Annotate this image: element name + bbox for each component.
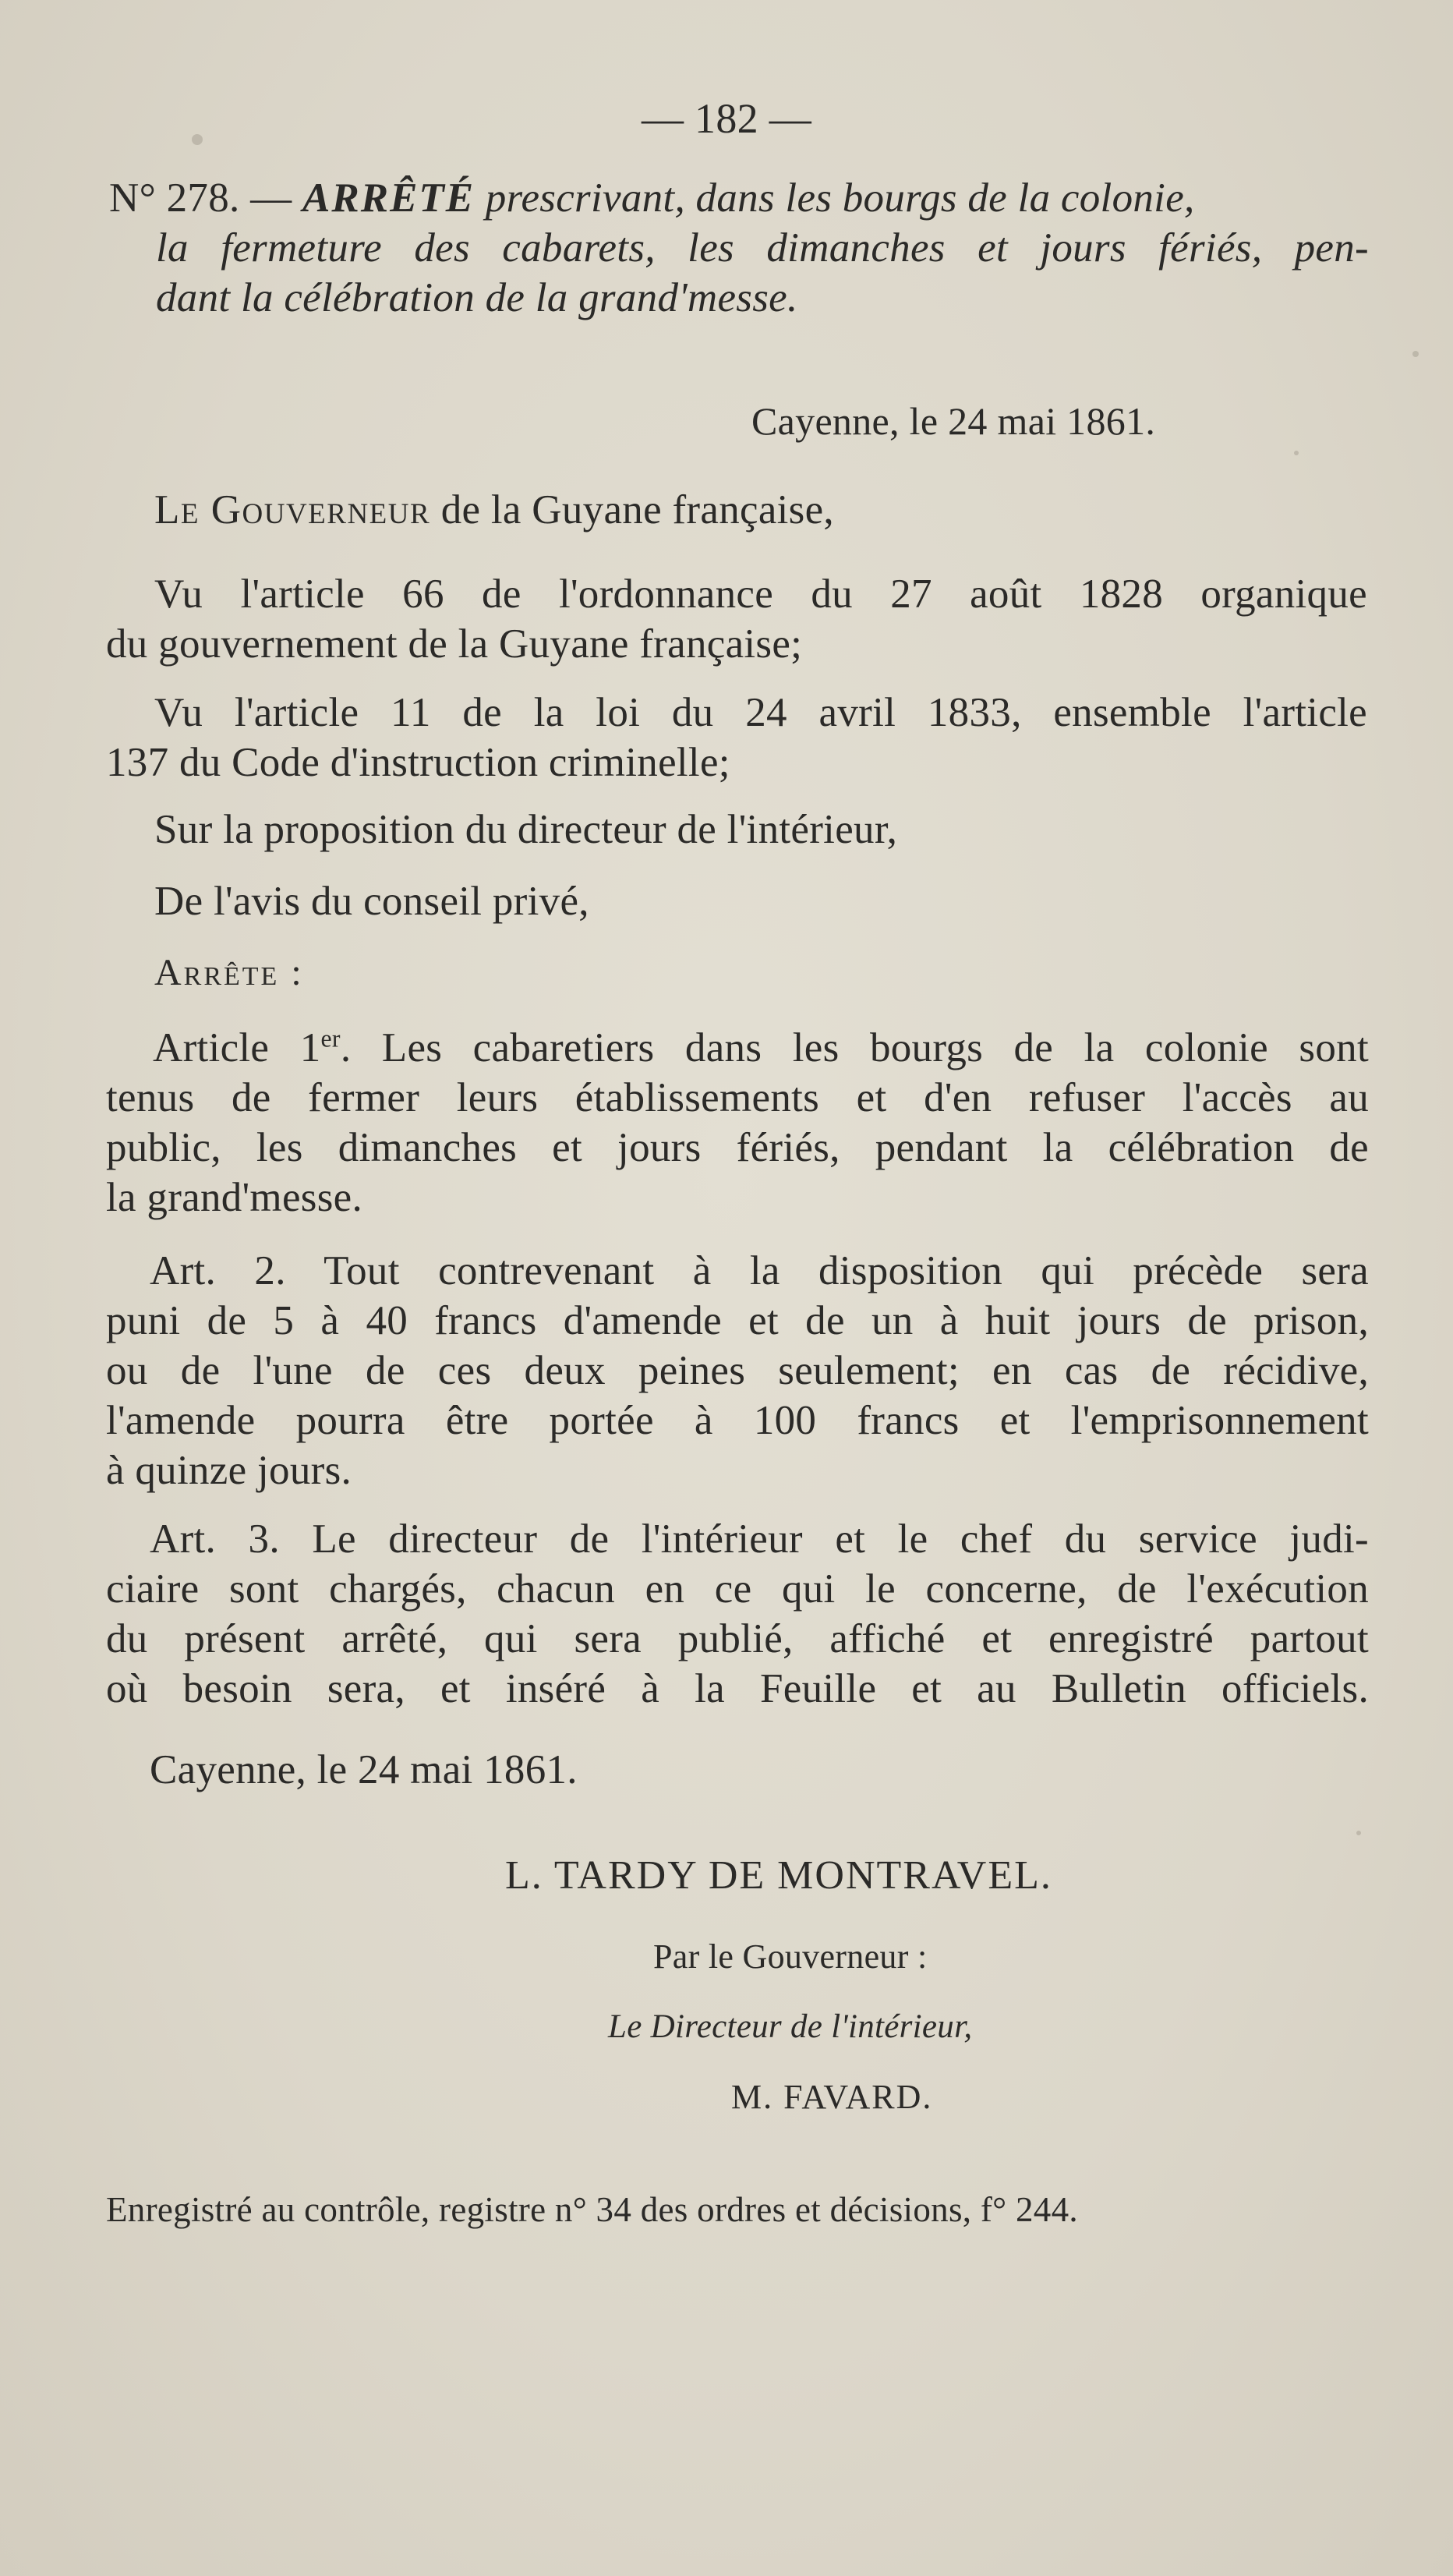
- arrete-heading-line-1: [109, 173, 1372, 223]
- article-1-prefix: Article 1: [153, 1025, 321, 1070]
- article-1-line-4: la grand'messe.: [106, 1175, 362, 1220]
- article-2-line-4: l'amende pourra être portée à 100 francs et l'emprisonnement: [106, 1398, 1369, 1443]
- article-1-rest: . Les cabaretiers dans les bourgs de la colonie sont: [340, 1025, 1369, 1070]
- signature-role: Le Directeur de l'intérieur,: [608, 2008, 973, 2045]
- page-number: — 182 —: [641, 95, 812, 142]
- arrete-heading-line-2: la fermeture des cabarets, les dimanches et jours fériés, pen-: [156, 225, 1369, 271]
- article-2-line-1: Art. 2. Tout contrevenant à la disposition qui précède sera: [150, 1248, 1369, 1293]
- article-1-line-3: public, les dimanches et jours fériés, pendant la célébration de: [106, 1125, 1369, 1170]
- governor-line: [154, 485, 834, 535]
- paper-speck: [1356, 1831, 1361, 1835]
- article-1-sup: er: [320, 1024, 341, 1053]
- article-1-line-2: tenus de fermer leurs établissements et d'en refuser l'accès au: [106, 1075, 1369, 1120]
- signature-director: M. FAVARD.: [731, 2078, 933, 2116]
- article-2-line-3: ou de l'une de ces deux peines seulement; en cas de récidive,: [106, 1348, 1369, 1393]
- article-2-line-5: à quinze jours.: [106, 1448, 352, 1493]
- governor-rest: de la Guyane française,: [440, 487, 834, 533]
- sur-proposition: Sur la proposition du directeur de l'intérieur,: [154, 807, 898, 852]
- article-2-line-2: puni de 5 à 40 francs d'amende et de un à huit jours de prison,: [106, 1298, 1369, 1343]
- article-3-line-2: ciaire sont chargés, chacun en ce qui le concerne, de l'exécution: [106, 1566, 1369, 1612]
- vu-loi-line-2: 137 du Code d'instruction criminelle;: [106, 740, 730, 785]
- arrete-label: Arrête :: [154, 952, 304, 993]
- arrete-heading-line-3: dant la célébration de la grand'messe.: [156, 275, 798, 320]
- vu-loi-line-1: Vu l'article 11 de la loi du 24 avril 1833, ensemble l'article: [154, 690, 1367, 735]
- signature-name: L. TARDY DE MONTRAVEL.: [505, 1853, 1052, 1898]
- article-3-line-4: où besoin sera, et inséré à la Feuille et au Bulletin officiels.: [106, 1666, 1369, 1711]
- heading-dash: —: [250, 175, 292, 221]
- article-3-line-1: Art. 3. Le directeur de l'intérieur et le chef du service judi-: [150, 1516, 1369, 1562]
- paper-speck: [1294, 451, 1299, 455]
- dateline-bottom: Cayenne, le 24 mai 1861.: [150, 1747, 578, 1792]
- article-3-line-3: du présent arrêté, qui sera publié, affiché et enregistré partout: [106, 1616, 1369, 1661]
- arrete-heading-rest: prescrivant, dans les bourgs de la colonie,: [485, 175, 1195, 221]
- vu-ordonnance-line-1: Vu l'article 66 de l'ordonnance du 27 août 1828 organique: [154, 571, 1367, 617]
- vu-ordonnance-line-2: du gouvernement de la Guyane française;: [106, 621, 803, 667]
- governor-title: Le Gouverneur: [154, 487, 431, 533]
- arrete-number: N° 278.: [109, 175, 240, 221]
- dateline-top: Cayenne, le 24 mai 1861.: [751, 399, 1156, 443]
- paper-speck: [1412, 351, 1419, 357]
- registration-note: Enregistré au contrôle, registre n° 34 des ordres et décisions, f° 244.: [106, 2190, 1078, 2229]
- signature-par: Par le Gouverneur :: [653, 1937, 928, 1976]
- article-1-line-1: [153, 1023, 1369, 1073]
- avis-conseil: De l'avis du conseil privé,: [154, 879, 589, 924]
- arrete-title-word: ARRÊTÉ: [302, 175, 475, 221]
